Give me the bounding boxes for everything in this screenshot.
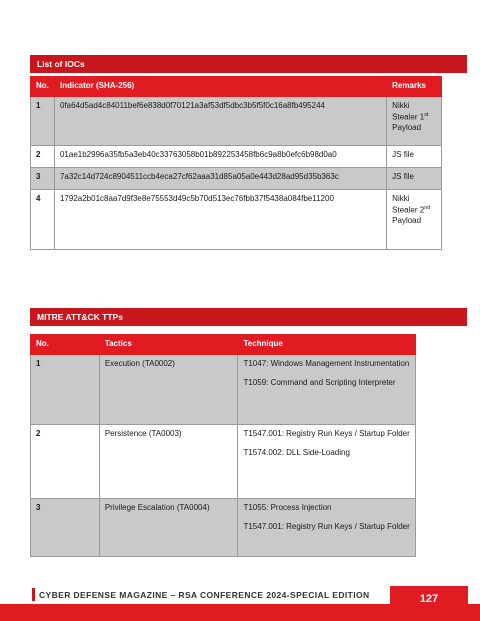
ioc-section-title: List of IOCs (30, 55, 467, 73)
technique-item: T1047: Windows Management Instrumentation (243, 358, 410, 368)
ioc-row-no: 3 (31, 167, 55, 189)
ioc-row-remark (387, 167, 442, 189)
ioc-row-no: 2 (31, 145, 55, 167)
ioc-row-hash: 0fa64d5ad4c84011bef6e838d0f70121a3af53df5dbc3b5f5f0c16a8fb495244 (54, 96, 386, 145)
ttp-header-no: No. (31, 335, 100, 355)
ttp-header-technique: Technique (238, 335, 416, 355)
ttp-row-no: 2 (31, 424, 100, 498)
ttp-row-technique (238, 354, 416, 424)
remark-text: JS file (392, 149, 414, 159)
ioc-row-remark (387, 96, 442, 145)
ioc-row (31, 145, 442, 167)
ttp-row-technique (238, 424, 416, 498)
ttp-row-technique (238, 498, 416, 556)
remark-ordinal: nd (424, 204, 431, 211)
technique-item: T1547.001: Registry Run Keys / Startup Folder (243, 521, 410, 531)
remark-suffix: Payload (392, 216, 422, 226)
ioc-row (31, 167, 442, 189)
page-number: 127 (390, 586, 468, 611)
ttp-row-tactic: Privilege Escalation (TA0004) (99, 498, 238, 556)
remark-ordinal: st (424, 111, 429, 118)
ioc-header-no: No. (31, 77, 55, 97)
ttp-row-no: 3 (31, 498, 100, 556)
ttp-row-tactic: Persistence (TA0003) (99, 424, 238, 498)
remark-suffix: Payload (392, 123, 422, 133)
ttp-header-row (31, 335, 416, 355)
ioc-row (31, 96, 442, 145)
ioc-row-hash: 1792a2b01c8aa7d9f3e8e75553d49c5b70d513ec76fbb37f5438a084fbe11200 (54, 189, 386, 249)
footer-accent-bar (32, 588, 35, 601)
ioc-header-row (31, 77, 442, 97)
technique-item: T1055: Process Injection (243, 502, 332, 512)
ioc-header-remarks: Remarks (387, 77, 442, 97)
ttp-header-tactics: Tactics (99, 335, 238, 355)
ioc-row-no: 4 (31, 189, 55, 249)
ttp-row (31, 354, 416, 424)
technique-item: T1059: Command and Scripting Interpreter (243, 377, 396, 387)
ioc-row-hash: 7a32c14d724c8904511ccb4eca27cf62aaa31d85a05a0e443d28ad95d35b363c (54, 167, 386, 189)
ioc-row (31, 189, 442, 249)
ttp-row-tactic: Execution (TA0002) (99, 354, 238, 424)
technique-item: T1547.001: Registry Run Keys / Startup Folder (243, 428, 410, 438)
ioc-table (30, 76, 442, 250)
ttp-table (30, 334, 416, 557)
ioc-row-remark (387, 145, 442, 167)
remark-text: Nikki Stealer 2 (392, 193, 425, 215)
ioc-row-no: 1 (31, 96, 55, 145)
footer-magazine-title: CYBER DEFENSE MAGAZINE – RSA CONFERENCE 2024-SPECIAL EDITION (39, 590, 370, 600)
ioc-header-indicator: Indicator (SHA-256) (54, 77, 386, 97)
remark-text: Nikki Stealer 1 (392, 100, 425, 122)
ttp-section-title: MITRE ATT&CK TTPs (30, 308, 467, 326)
ioc-row-remark (387, 189, 442, 249)
ttp-row-no: 1 (31, 354, 100, 424)
ttp-row (31, 424, 416, 498)
remark-text: JS file (392, 171, 414, 181)
ttp-row (31, 498, 416, 556)
ioc-row-hash: 01ae1b2996a35fb5a3eb40c33763058b01b892253458fb6c9a8b0efc6b98d0a0 (54, 145, 386, 167)
technique-item: T1574.002: DLL Side-Loading (243, 447, 350, 457)
